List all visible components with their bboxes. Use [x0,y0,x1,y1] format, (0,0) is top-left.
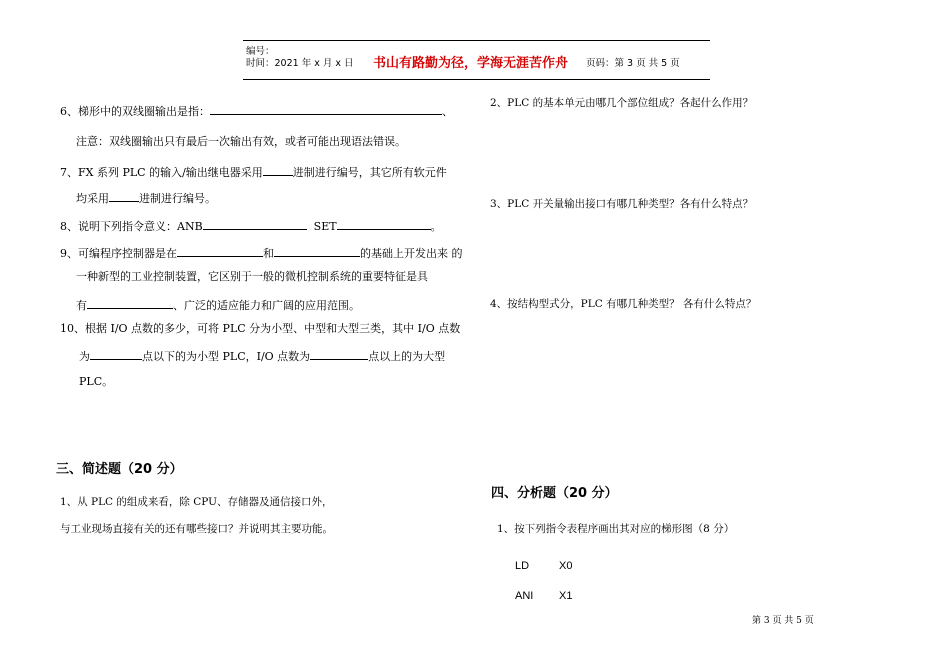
question-7-text-c: 均采用 [76,192,109,205]
question-8-text-c: 。 [430,220,442,233]
instruction-op: LD [515,560,530,572]
answer-blank[interactable] [310,348,368,360]
answer-blank[interactable] [87,297,173,309]
answer-blank[interactable] [337,218,431,230]
question-9-text-b: 和 [263,247,274,260]
section-4-title: 四、分析题（20 分） [491,486,618,501]
answer-blank[interactable] [90,348,142,360]
answer-blank[interactable] [210,103,442,115]
section-3-question-1-line1: 1、从 PLC 的组成来看，除 CPU、存储器及通信接口外， [60,496,333,508]
header-bottom-rule [243,79,710,80]
question-8 [60,218,442,234]
question-7-line2 [76,190,216,206]
instruction-row [515,560,572,572]
question-3: 3、PLC 开关量输出接口有哪几种类型？各有什么特点？ [490,198,754,210]
answer-blank[interactable] [263,164,293,176]
instruction-arg: X1 [559,590,573,602]
question-9-text-a: 9、可编程序控制器是在 [60,247,177,260]
question-4: 4、按结构型式分，PLC 有哪几种类型？ 各有什么特点？ [490,298,757,310]
question-8-text-a: 8、说明下列指令意义：ANB [60,220,203,233]
question-9-line1 [60,245,463,261]
instruction-row [515,590,572,602]
question-10-text-b: 点以下的为小型 PLC，I/O 点数为 [142,350,311,363]
question-10-line3: PLC。 [79,375,114,388]
header-number-label: 编号： [246,46,275,57]
instruction-arg: X0 [559,560,573,572]
question-6-prefix: 6、梯形中的双线圈输出是指： [60,105,210,118]
header-motto: 书山有路勤为径，学海无涯苦作舟 [373,56,569,71]
question-10-text-c: 点以上的为大型 [368,350,446,363]
answer-blank[interactable] [177,245,263,257]
header-page-code: 页码：第 3 页 共 5 页 [586,58,680,69]
question-7-text-b: 进制进行编号，其它所有软元件 [292,166,447,179]
question-6 [60,103,453,119]
question-9-text-e: 、广泛的适应能力和广阔的应用范围。 [173,299,360,312]
question-2: 2、PLC 的基本单元由哪几个部位组成？各起什么作用？ [490,97,754,109]
answer-blank[interactable] [203,218,307,230]
question-10-line2 [79,348,445,364]
header-time: 时间：2021 年 x 月 x 日 [246,58,354,69]
question-10-line1: 10、根据 I/O 点数的多少，可将 PLC 分为小型、中型和大型三类，其中 I/O 点数 [60,322,461,335]
section-3-question-1-line2: 与工业现场直接有关的还有哪些接口？并说明其主要功能。 [60,523,333,535]
instruction-op: ANI [515,590,534,602]
section-4-question-1: 1、按下列指令表程序画出其对应的梯形图（8 分） [497,523,735,535]
question-10-text-a: 为 [79,350,90,363]
question-9-text-d: 有 [76,299,87,312]
footer-page-number: 第 3 页 共 5 页 [752,616,814,626]
question-7-text-d: 进制进行编号。 [139,192,216,205]
header-top-rule [243,40,710,41]
question-9-text-c: 的基础上开发出来 的 [360,247,463,260]
answer-blank[interactable] [274,245,360,257]
question-7-text-a: 7、FX 系列 PLC 的输入/输出继电器采用 [60,166,263,179]
question-7-line1 [60,164,447,180]
question-9-line3 [76,297,360,313]
question-8-text-b: SET [313,220,337,233]
section-3-title: 三、简述题（20 分） [56,462,183,477]
question-6-note: 注意：双线圈输出只有最后一次输出有效，或者可能出现语法错误。 [76,135,406,148]
question-6-suffix: 、 [442,105,453,118]
answer-blank[interactable] [109,190,139,202]
question-9-line2: 一种新型的工业控制装置，它区别于一般的微机控制系统的重要特征是具 [76,270,428,283]
